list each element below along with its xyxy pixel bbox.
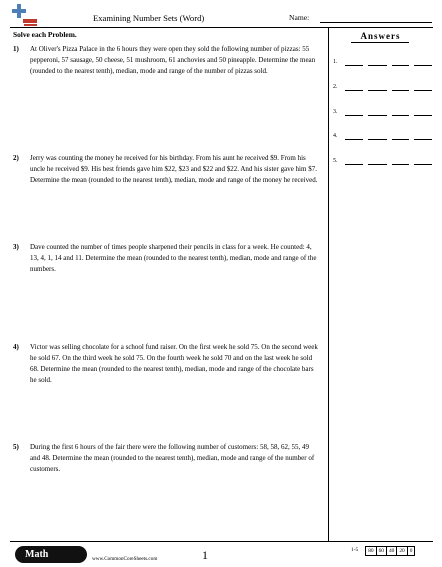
answer-number: 5. [333, 158, 338, 164]
answer-blank-median[interactable] [368, 65, 387, 66]
answers-title: Answers [360, 31, 401, 41]
answer-blank-mode[interactable] [392, 164, 409, 165]
answer-blank-mean[interactable] [345, 65, 363, 66]
problem-text: Jerry was counting the money he received for his birthday. From his aunt he received $9. From his uncle he received $9. His best friends gave him $22, $23 and $22 and $22. And his sister gave him $7. Determine the mean (rounded to the nearest tenth), median, mode and range of the money he received. [30, 154, 318, 185]
problem-text: Dave counted the number of times people sharpened their pencils in class for a week. He counted: 4, 13, 4, 1, 14 and 11. Determine the mean (rounded to the nearest tenth), median, mode and range of the numbers. [30, 243, 317, 274]
score-cell: 0 [407, 546, 416, 556]
answer-row-5 [333, 157, 433, 167]
score-cell: 20 [396, 546, 407, 556]
answer-row-4 [333, 132, 433, 142]
answer-blank-mean[interactable] [345, 90, 363, 91]
name-field-line[interactable] [320, 22, 432, 23]
score-table [350, 546, 415, 556]
score-cell: 80 [365, 546, 376, 556]
instructions: Solve each Problem. [13, 30, 77, 39]
problem-number: 1) [13, 45, 19, 53]
answer-blank-range[interactable] [414, 65, 432, 66]
answer-row-2 [333, 83, 433, 93]
problem-1 [13, 44, 318, 77]
answer-blank-mode[interactable] [392, 115, 409, 116]
score-cell: 60 [376, 546, 387, 556]
problem-text: At Oliver's Pizza Palace in the 6 hours they were open they sold the following number of pizzas: 55 pepperoni, 57 sausage, 50 cheese, 51 mushroom, 61 anchovies and 50 pineapple. Determine the mean (rounded to the nearest tenth), median, mode and range of the number of pizzas sold. [30, 45, 316, 76]
answer-blank-range[interactable] [414, 164, 432, 165]
answer-blank-mode[interactable] [392, 65, 409, 66]
footer-divider [10, 541, 433, 542]
problem-text: Victor was selling chocolate for a school fund raiser. On the first week he sold 75. On the second week he sold 67. On the third week he sold 75. On the fourth week he sold 70 and on the last week he sold 68. Determine the mean (rounded to the nearest tenth), median, mode and range of the chocolate bars he sold. [30, 343, 318, 385]
answer-blank-mean[interactable] [345, 115, 363, 116]
answer-number: 3. [333, 109, 338, 115]
problem-number: 3) [13, 243, 19, 251]
answer-number: 2. [333, 84, 338, 90]
worksheet-title: Examining Number Sets (Word) [93, 13, 205, 23]
subject-badge: Math [15, 546, 87, 563]
answer-blank-range[interactable] [414, 90, 432, 91]
answer-blank-mode[interactable] [392, 90, 409, 91]
problem-4 [13, 342, 318, 386]
problem-3 [13, 242, 318, 275]
answer-blank-median[interactable] [368, 90, 387, 91]
answer-number: 1. [333, 59, 338, 65]
answer-column-divider [328, 27, 329, 541]
page-number: 1 [202, 548, 208, 562]
math-operations-logo-icon [10, 4, 38, 28]
problem-text: During the first 6 hours of the fair there were the following number of customers: 58, 58, 62, 55, 49 and 48. Determine the mean (rounded to the nearest tenth), median, mode and range of the number of customers. [30, 443, 315, 474]
answer-blank-median[interactable] [368, 115, 387, 116]
answer-blank-median[interactable] [368, 139, 387, 140]
problem-number: 2) [13, 154, 19, 162]
problem-5 [13, 442, 318, 475]
answer-blank-mode[interactable] [392, 139, 409, 140]
answer-blank-mean[interactable] [345, 164, 363, 165]
problem-number: 5) [13, 443, 19, 451]
answer-number: 4. [333, 133, 338, 139]
header-divider [10, 27, 433, 28]
site-url: www.CommonCoreSheets.com [92, 556, 158, 562]
problem-2 [13, 153, 318, 186]
answer-blank-range[interactable] [414, 115, 432, 116]
answer-row-1 [333, 58, 433, 68]
answer-blank-range[interactable] [414, 139, 432, 140]
name-label: Name: [289, 13, 310, 22]
answers-title-underline [351, 42, 409, 43]
answer-row-3 [333, 108, 433, 118]
answer-blank-mean[interactable] [345, 139, 363, 140]
problem-number: 4) [13, 343, 19, 351]
score-range-label: 1-5 [351, 547, 359, 553]
score-cell: 40 [386, 546, 397, 556]
answer-blank-median[interactable] [368, 164, 387, 165]
